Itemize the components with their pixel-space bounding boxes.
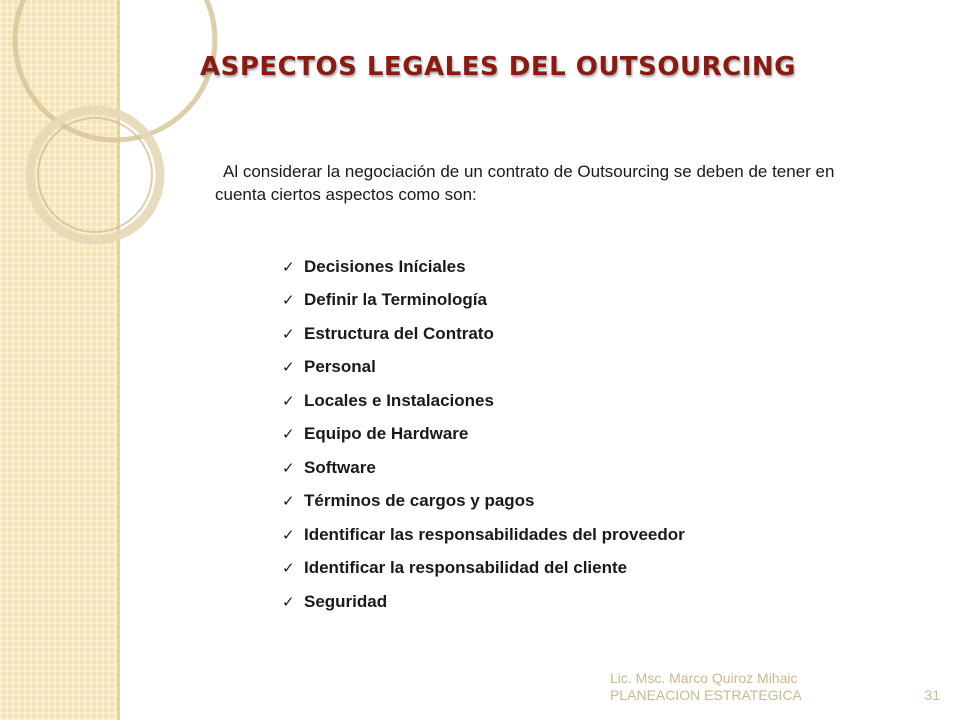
list-item [282, 351, 685, 385]
checkmark-icon: ✓ [282, 459, 295, 477]
list-item-label: Definir la Terminología [304, 290, 487, 310]
intro-paragraph: Al considerar la negociación de un contrato de Outsourcing se deben de tener en cuenta ciertos aspectos como son: [215, 162, 835, 204]
checkmark-icon: ✓ [282, 325, 295, 343]
list-item [282, 384, 685, 418]
list-item [282, 250, 685, 284]
list-item [282, 552, 685, 586]
list-item-label: Identificar las responsabilidades del proveedor [304, 524, 685, 544]
list-item-label: Identificar la responsabilidad del cliente [304, 558, 628, 578]
list-item-label: Seguridad [304, 591, 388, 611]
footer-course: PLANEACION ESTRATEGICA [610, 687, 802, 703]
slide-title: ASPECTOS LEGALES DEL OUTSOURCING [200, 52, 796, 82]
checkmark-icon: ✓ [282, 593, 295, 611]
checkmark-icon: ✓ [282, 292, 295, 310]
checkmark-icon: ✓ [282, 560, 295, 578]
checkmark-icon: ✓ [282, 426, 295, 444]
slide-footer [610, 670, 940, 704]
aspects-list [282, 250, 685, 619]
list-item-label: Términos de cargos y pagos [304, 491, 535, 511]
page-number: 31 [924, 687, 940, 703]
list-item [282, 585, 685, 619]
list-item-label: Locales e Instalaciones [304, 390, 494, 410]
list-item [282, 485, 685, 519]
checkmark-icon: ✓ [282, 258, 295, 276]
list-item [282, 451, 685, 485]
list-item-label: Decisiones Iníciales [304, 256, 466, 276]
decorative-ring-inner [38, 118, 152, 232]
list-item [282, 418, 685, 452]
list-item-label: Equipo de Hardware [304, 424, 469, 444]
list-item [282, 284, 685, 318]
checkmark-icon: ✓ [282, 359, 295, 377]
decorative-ring-large [15, 0, 215, 140]
footer-author: Lic. Msc. Marco Quiroz Mihaic [610, 670, 798, 686]
decorative-rings [0, 0, 260, 260]
list-item-label: Software [304, 457, 376, 477]
footer-row [610, 687, 940, 704]
checkmark-icon: ✓ [282, 526, 295, 544]
checkmark-icon: ✓ [282, 493, 295, 511]
list-item-label: Estructura del Contrato [304, 323, 494, 343]
decorative-ring-small [30, 110, 160, 240]
list-item [282, 518, 685, 552]
list-item-label: Personal [304, 357, 376, 377]
list-item [282, 317, 685, 351]
checkmark-icon: ✓ [282, 392, 295, 410]
